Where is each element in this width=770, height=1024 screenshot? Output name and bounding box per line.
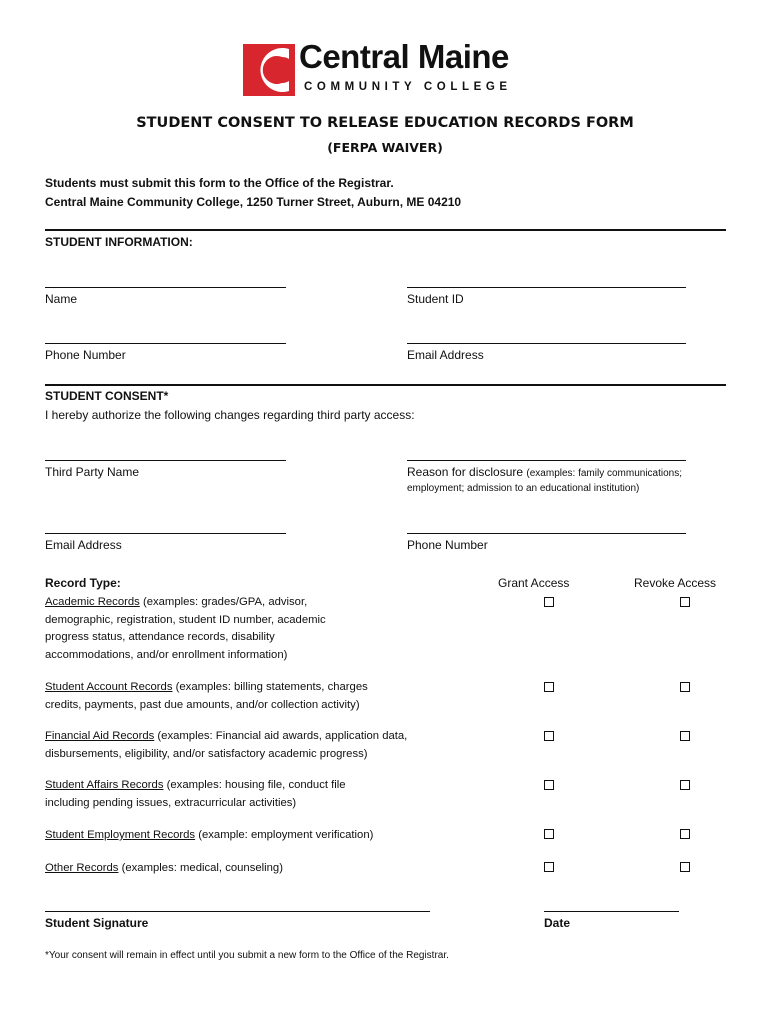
footnote: *Your consent will remain in effect until you submit a new form to the Office of the Registrar. — [45, 950, 449, 961]
record-desc: demographic, registration, student ID number, academic — [45, 613, 326, 626]
record-desc: (examples: medical, counseling) — [118, 862, 283, 874]
third-party-phone-field[interactable] — [407, 533, 686, 534]
record-desc: (examples: billing statements, charges — [172, 681, 368, 693]
record-row-academic — [45, 594, 465, 664]
date-label: Date — [544, 916, 571, 930]
student-signature-label: Student Signature — [45, 916, 149, 930]
form-title: STUDENT CONSENT TO RELEASE EDUCATION RECORDS FORM — [136, 115, 634, 131]
record-desc: including pending issues, extracurricular activities) — [45, 796, 297, 809]
record-desc: (examples: housing file, conduct file — [163, 779, 346, 791]
section-divider — [45, 384, 726, 386]
email-field[interactable] — [407, 343, 686, 344]
instruction-line-1: Students must submit this form to the Office of the Registrar. — [45, 176, 394, 190]
record-desc: (examples: Financial aid awards, application data, — [154, 730, 408, 742]
logo-college-subtitle: COMMUNITY COLLEGE — [304, 81, 512, 93]
record-desc: accommodations, and/or enrollment information) — [45, 648, 288, 661]
logo-college-name: Central Maine — [299, 38, 509, 75]
record-row-student-account — [45, 679, 465, 714]
record-title: Student Affairs Records — [45, 779, 164, 791]
record-title: Student Employment Records — [45, 829, 196, 841]
revoke-checkbox-financial-aid[interactable] — [680, 731, 690, 741]
student-consent-heading: STUDENT CONSENT* — [45, 389, 169, 403]
revoke-access-header: Revoke Access — [634, 576, 717, 590]
reason-label — [407, 465, 682, 479]
third-party-name-field[interactable] — [45, 460, 286, 461]
third-party-email-field[interactable] — [45, 533, 286, 534]
revoke-checkbox-student-affairs[interactable] — [680, 780, 690, 790]
record-row-financial-aid — [45, 728, 465, 763]
phone-label: Phone Number — [45, 348, 126, 362]
record-title: Academic Records — [45, 596, 140, 608]
name-field[interactable] — [45, 287, 286, 288]
form-subtitle: (FERPA WAIVER) — [327, 140, 443, 155]
record-desc: disbursements, eligibility, and/or satisfactory academic progress) — [45, 747, 368, 760]
record-row-student-employment — [45, 827, 465, 845]
grant-checkbox-student-affairs[interactable] — [544, 780, 554, 790]
name-label: Name — [45, 292, 78, 306]
grant-access-header: Grant Access — [498, 576, 570, 590]
consent-statement: I hereby authorize the following changes regarding third party access: — [45, 408, 415, 422]
grant-checkbox-financial-aid[interactable] — [544, 731, 554, 741]
third-party-name-label: Third Party Name — [45, 465, 140, 479]
date-field[interactable] — [544, 911, 679, 912]
student-signature-field[interactable] — [45, 911, 430, 912]
college-logo-mark-icon — [243, 44, 295, 96]
record-title: Other Records — [45, 862, 119, 874]
grant-checkbox-other[interactable] — [544, 862, 554, 872]
record-title: Financial Aid Records — [45, 730, 155, 742]
record-desc: progress status, attendance records, disability — [45, 631, 275, 643]
record-desc: (example: employment verification) — [195, 829, 374, 841]
grant-checkbox-academic[interactable] — [544, 597, 554, 607]
reason-examples-continued: employment; admission to an educational institution) — [407, 483, 640, 494]
college-logo — [243, 38, 533, 96]
grant-checkbox-student-account[interactable] — [544, 682, 554, 692]
grant-checkbox-student-employment[interactable] — [544, 829, 554, 839]
third-party-email-label: Email Address — [45, 538, 122, 552]
section-divider — [45, 229, 726, 231]
reason-examples: (examples: family communications; — [526, 468, 683, 479]
revoke-checkbox-student-employment[interactable] — [680, 829, 690, 839]
revoke-checkbox-academic[interactable] — [680, 597, 690, 607]
student-id-field[interactable] — [407, 287, 686, 288]
email-label: Email Address — [407, 348, 484, 362]
record-row-other — [45, 860, 465, 878]
record-row-student-affairs — [45, 777, 465, 812]
record-type-heading: Record Type: — [45, 576, 121, 590]
reason-label-text: Reason for disclosure — [407, 465, 524, 479]
student-id-label: Student ID — [407, 292, 464, 306]
record-desc: credits, payments, past due amounts, and/or collection activity) — [45, 698, 360, 711]
record-title: Student Account Records — [45, 681, 173, 693]
student-info-heading: STUDENT INFORMATION: — [45, 235, 193, 249]
instruction-line-2: Central Maine Community College, 1250 Turner Street, Auburn, ME 04210 — [45, 195, 462, 209]
record-desc: (examples: grades/GPA, advisor, — [139, 596, 308, 608]
phone-field[interactable] — [45, 343, 286, 344]
revoke-checkbox-student-account[interactable] — [680, 682, 690, 692]
third-party-phone-label: Phone Number — [407, 538, 488, 552]
revoke-checkbox-other[interactable] — [680, 862, 690, 872]
reason-field[interactable] — [407, 460, 686, 461]
